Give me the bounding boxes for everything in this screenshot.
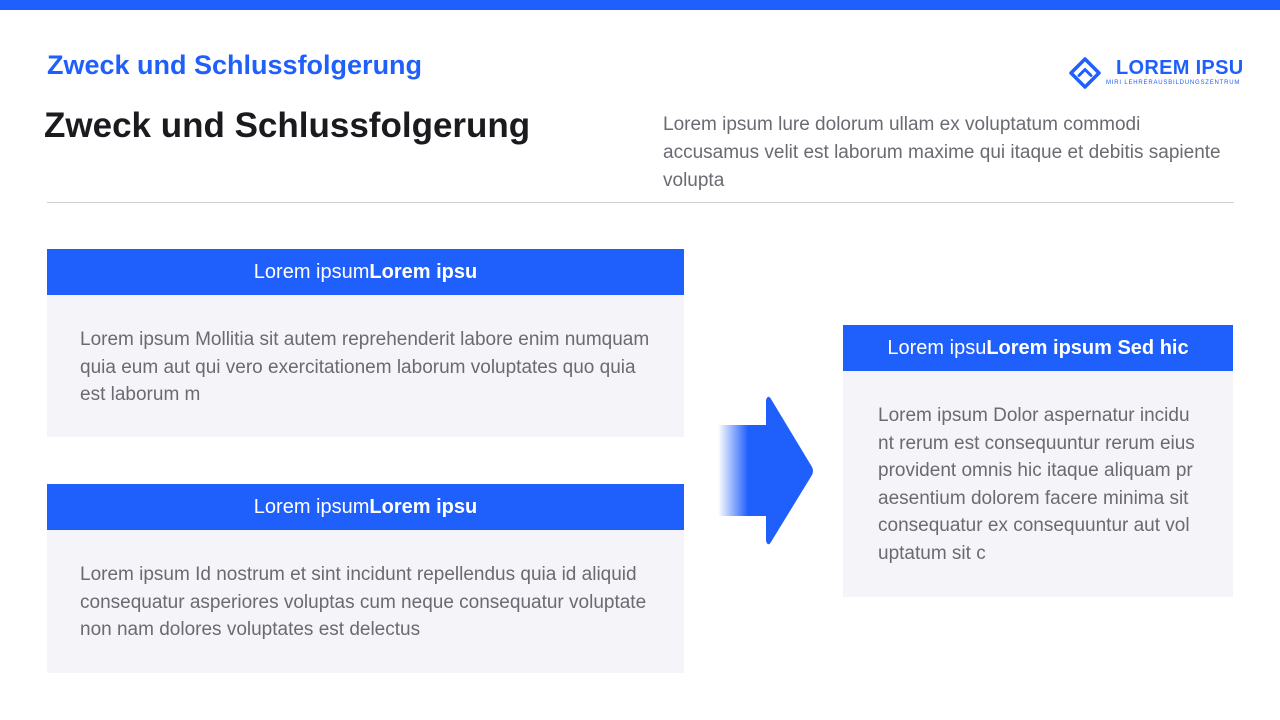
page-title: Zweck und Schlussfolgerung [44, 106, 531, 145]
card-title-regular: Lorem ipsu [887, 337, 987, 359]
header-divider [47, 202, 1234, 203]
top-accent-bar [0, 0, 1280, 10]
logo-subtitle: MIRI LEHRERAUSBILDUNGSZENTRUM [1106, 80, 1241, 86]
card-title-regular: Lorem ipsum [253, 496, 370, 518]
card-title-regular: Lorem ipsum [253, 261, 370, 283]
logo-text: LOREM IPSU [1116, 57, 1244, 79]
card-body: Lorem ipsum Id nostrum et sint incidunt repellendus quia id aliquid consequatur asperiores voluptas cum neque consequatur voluptate non nam dolores voluptates est delectus [80, 564, 647, 640]
arrow-right-icon [718, 393, 816, 548]
card-body: Lorem ipsum Dolor aspernatur incidunt rerum est consequuntur rerum eius provident omnis hic itaque aliquam praesentium dolorem facere minima sit consequatur ex consequuntur aut voluptatum sit c [878, 405, 1195, 564]
card-title-bold: Lorem ipsum Sed hic [986, 337, 1189, 359]
house-diamond-icon [1068, 56, 1102, 90]
logo [1068, 55, 1244, 91]
card-top-left [47, 249, 684, 437]
card-title-bold: Lorem ipsu [369, 496, 478, 518]
intro-text: Lorem ipsum lure dolorum ullam ex voluptatum commodi accusamus velit est laborum maxime qui itaque et debitis sapiente volupta [663, 114, 1221, 191]
card-header [843, 325, 1233, 371]
card-header [47, 484, 684, 530]
card-header [47, 249, 684, 295]
card-title-bold: Lorem ipsu [369, 261, 478, 283]
card-bottom-left [47, 484, 684, 673]
card-body: Lorem ipsum Mollitia sit autem reprehenderit labore enim numquam quia eum aut qui vero exercitationem laborum voluptates quo quia est laborum m [80, 329, 650, 405]
card-result [843, 325, 1233, 597]
section-title: Zweck und Schlussfolgerung [47, 50, 423, 80]
